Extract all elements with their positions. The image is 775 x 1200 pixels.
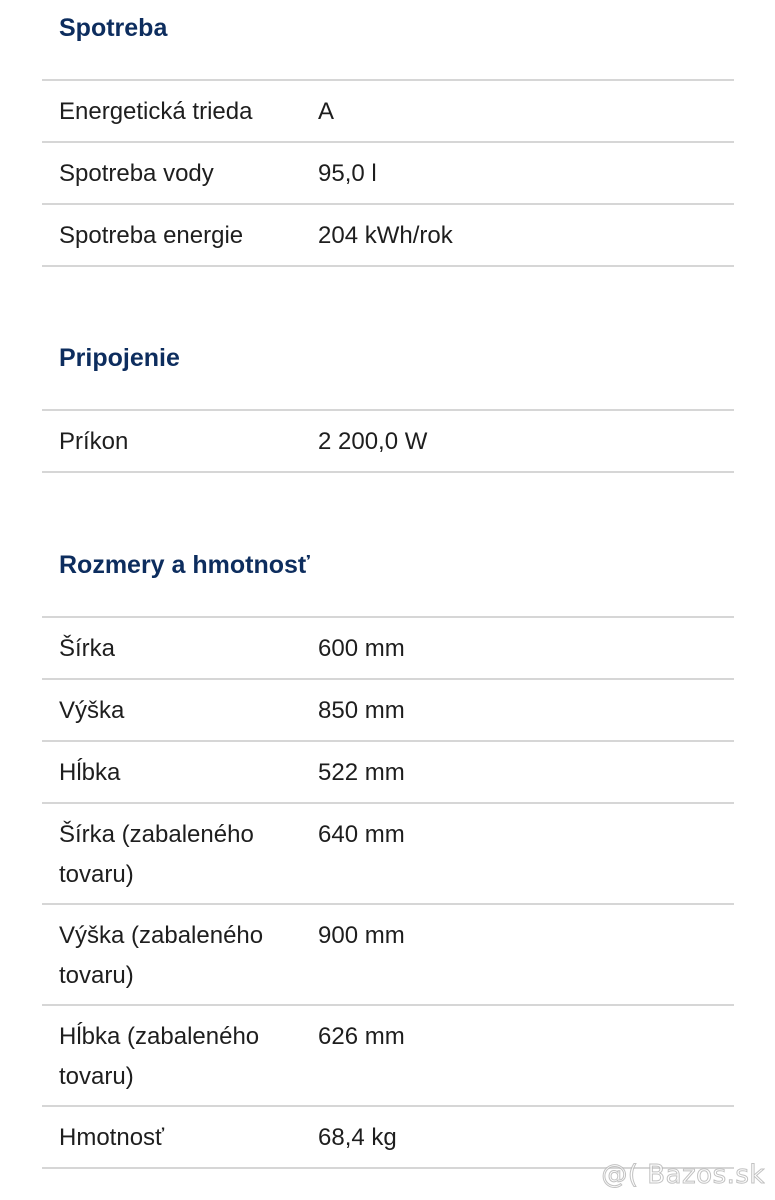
table-row	[42, 1006, 734, 1107]
row-value: 2 200,0 W	[318, 428, 428, 455]
row-value: 95,0 l	[318, 160, 377, 187]
table-row	[42, 143, 734, 205]
row-value: 850 mm	[318, 697, 405, 724]
table-row	[42, 905, 734, 1006]
row-value: 600 mm	[318, 635, 405, 662]
row-value: 204 kWh/rok	[318, 222, 453, 249]
row-value: 522 mm	[318, 759, 405, 786]
spec-table	[42, 79, 734, 267]
table-row	[42, 81, 734, 143]
row-label: Šírka	[59, 635, 116, 662]
row-value: 626 mm	[318, 1023, 405, 1050]
row-label: Výška (zabaleného tovaru)	[59, 922, 264, 989]
table-row	[42, 205, 734, 267]
row-label: Hĺbka	[59, 759, 121, 786]
row-label: Šírka (zabaleného tovaru)	[59, 821, 254, 888]
row-value: A	[318, 98, 335, 125]
row-value: 68,4 kg	[318, 1124, 397, 1151]
row-label: Príkon	[59, 428, 129, 455]
section-title: Pripojenie	[59, 344, 180, 372]
section-pripojenie	[42, 330, 734, 473]
table-row	[42, 680, 734, 742]
section-title: Rozmery a hmotnosť	[59, 551, 310, 579]
row-label: Energetická trieda	[59, 98, 253, 125]
table-row	[42, 618, 734, 680]
table-row	[42, 742, 734, 804]
row-label: Hĺbka (zabaleného tovaru)	[59, 1023, 260, 1090]
row-value: 900 mm	[318, 922, 405, 949]
row-label: Spotreba energie	[59, 222, 244, 249]
section-spotreba	[42, 0, 734, 267]
row-value: 640 mm	[318, 821, 405, 848]
table-row	[42, 411, 734, 473]
section-rozmery	[42, 537, 734, 1169]
row-label: Výška	[59, 697, 125, 724]
spec-table	[42, 409, 734, 473]
row-label: Hmotnosť	[59, 1124, 165, 1151]
section-title: Spotreba	[59, 14, 168, 42]
row-label: Spotreba vody	[59, 160, 214, 187]
table-row	[42, 804, 734, 905]
spec-table	[42, 616, 734, 1169]
bazos-watermark: @( Bazos.sk	[601, 1160, 765, 1190]
